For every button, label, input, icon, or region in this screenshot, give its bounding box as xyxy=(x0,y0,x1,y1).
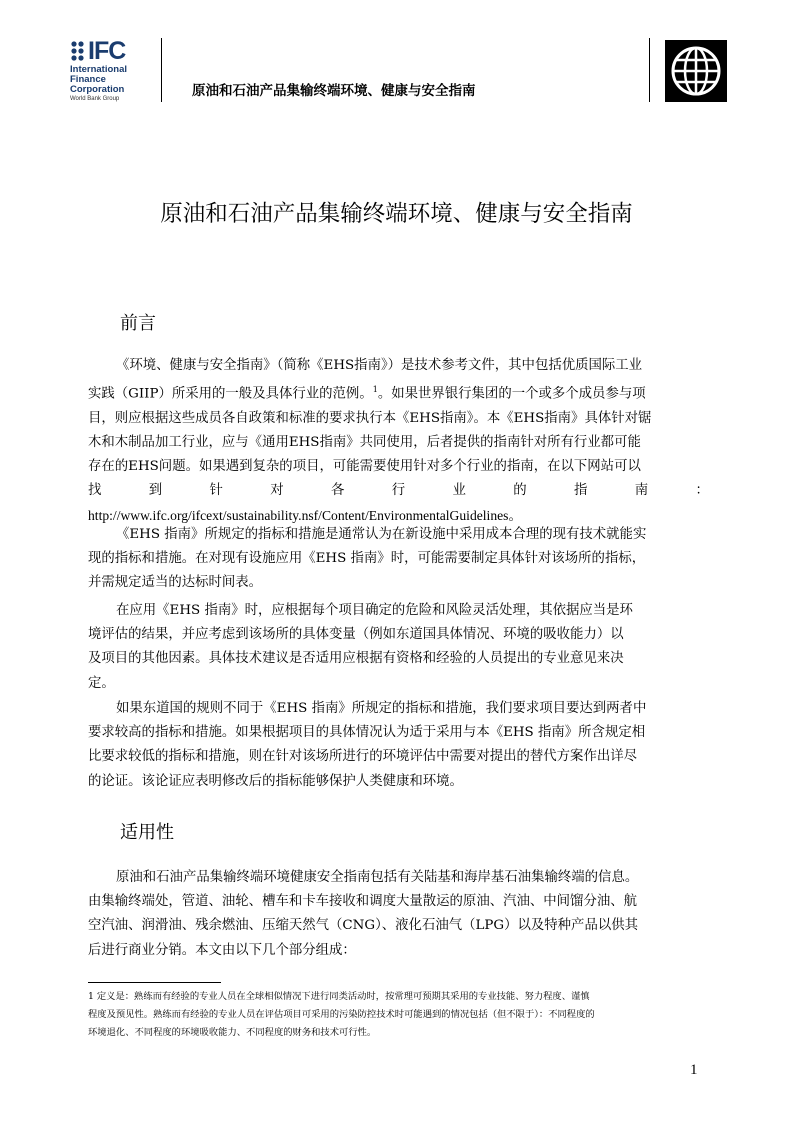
footnote-line: 环境退化、不同程度的环境吸收能力、不同程度的财务和技术可行性。 xyxy=(88,1027,377,1038)
section-heading-applicability: 适用性 xyxy=(120,822,174,843)
applicability-paragraph-1 xyxy=(88,866,709,963)
text-line: 《环境、健康与安全指南》（简称《EHS指南》）是技术参考文件，其中包括优质国际工业 xyxy=(116,358,643,373)
ifc-mark-text: IFC xyxy=(88,37,126,65)
text-line: 在应用《EHS 指南》时，应根据每个项目确定的危险和风险灵活处理，其依据应当是环 xyxy=(116,603,633,618)
text-line: 《EHS 指南》所规定的指标和措施是通常认为在新设施中采用成本合理的现有技术就能实 xyxy=(116,527,647,542)
header-divider-right xyxy=(649,38,650,102)
ifc-name-line: Finance xyxy=(70,74,106,85)
text-line: 比要求较低的指标和措施，则在针对该场所进行的环境评估中需要对提出的替代方案作出详尽 xyxy=(88,749,638,765)
footnote-line: 1 定义是：熟练而有经验的专业人员在全球相似情况下进行同类活动时，按常理可预期其采用的专业技能、努力程度、谨慎 xyxy=(88,991,590,1002)
text-line: 境评估的结果，并应考虑到该场所的具体变量（例如东道国具体情况、环境的吸收能力）以 xyxy=(88,627,624,643)
preface-paragraph-4 xyxy=(88,697,709,794)
text-line: 的论证。该论证应表明修改后的指标能够保护人类健康和环境。 xyxy=(88,773,463,789)
ifc-name-line: Corporation xyxy=(70,84,125,95)
text-line: 及项目的其他因素。具体技术建议是否适用应根据有资格和经验的人员提出的专业意见来决 xyxy=(88,651,624,667)
text-line: 要求较高的指标和措施。如果根据项目的具体情况认为适于采用与本《EHS 指南》所含规定相 xyxy=(88,725,646,741)
text-line: 现的指标和措施。在对现有设施应用《EHS 指南》时，可能需要制定具体针对该场所的指标， xyxy=(88,551,646,567)
text-line: 。如果世界银行集团的一个或多个成员参与项 xyxy=(377,386,646,402)
text-line: 原油和石油产品集输终端环境健康安全指南包括有关陆基和海岸基石油集输终端的信息。 xyxy=(116,870,639,885)
text-line: 木和木制品加工行业，应与《通用EHS指南》共同使用，后者提供的指南针对所有行业都可能 xyxy=(88,435,641,451)
spread-line: 找 到 针 对 各 行 业 的 指 南 ： xyxy=(88,483,709,499)
ifc-dots-icon xyxy=(70,40,86,62)
ifc-name-line: International xyxy=(70,64,128,75)
text-line: 后进行商业分销。本文由以下几个部分组成： xyxy=(88,942,356,958)
document-title: 原油和石油产品集输终端环境、健康与安全指南 xyxy=(160,201,633,227)
world-bank-globe-icon xyxy=(665,40,727,102)
footnote xyxy=(88,988,709,1042)
text-line: 由集输终端处，管道、油轮、槽车和卡车接收和调度大量散运的原油、汽油、中间馏分油、航 xyxy=(88,894,638,910)
text-line: 目，则应根据这些成员各自政策和标准的要求执行本《EHS指南》。本《EHS指南》具体针对锯 xyxy=(88,410,652,426)
preface-paragraph-2 xyxy=(88,523,709,596)
text-line: 定。 xyxy=(88,675,115,691)
text-line: 并需规定适当的达标时间表。 xyxy=(88,575,263,591)
ifc-name xyxy=(70,65,127,103)
footnote-ref[interactable]: 1 xyxy=(372,385,378,395)
ifc-logo xyxy=(70,38,165,108)
guidelines-url[interactable]: http://www.ifc.org/ifcext/sustainability.nsf/Content/EnvironmentalGuidelines。 xyxy=(88,507,523,523)
footnote-line: 程度及预见性。熟练而有经验的专业人员在评估项目可采用的污染防控技术时可能遇到的情况包括（但不限于）：不同程度的 xyxy=(88,1009,595,1020)
header-title: 原油和石油产品集输终端环境、健康与安全指南 xyxy=(192,83,476,99)
footnote-rule xyxy=(88,982,221,983)
text-line: 空汽油、润滑油、残余燃油、压缩天然气（CNG）、液化石油气（LPG）以及特种产品以供其 xyxy=(88,918,639,934)
text-line: 如果东道国的规则不同于《EHS 指南》所规定的指标和措施，我们要求项目要达到两者中 xyxy=(116,701,647,716)
text-line: 存在的EHS问题。如果遇到复杂的项目，可能需要使用针对多个行业的指南，在以下网站可以 xyxy=(88,459,641,475)
header-divider-left xyxy=(161,38,162,102)
page-number: 1 xyxy=(690,1062,698,1078)
ifc-logo-mark xyxy=(70,38,125,64)
preface-paragraph-1 xyxy=(88,354,709,528)
preface-paragraph-3 xyxy=(88,599,709,696)
text-line: 实践（GIIP）所采用的一般及具体行业的范例。 xyxy=(88,386,373,402)
ifc-tagline: World Bank Group xyxy=(70,96,120,102)
section-heading-preface: 前言 xyxy=(120,313,156,334)
